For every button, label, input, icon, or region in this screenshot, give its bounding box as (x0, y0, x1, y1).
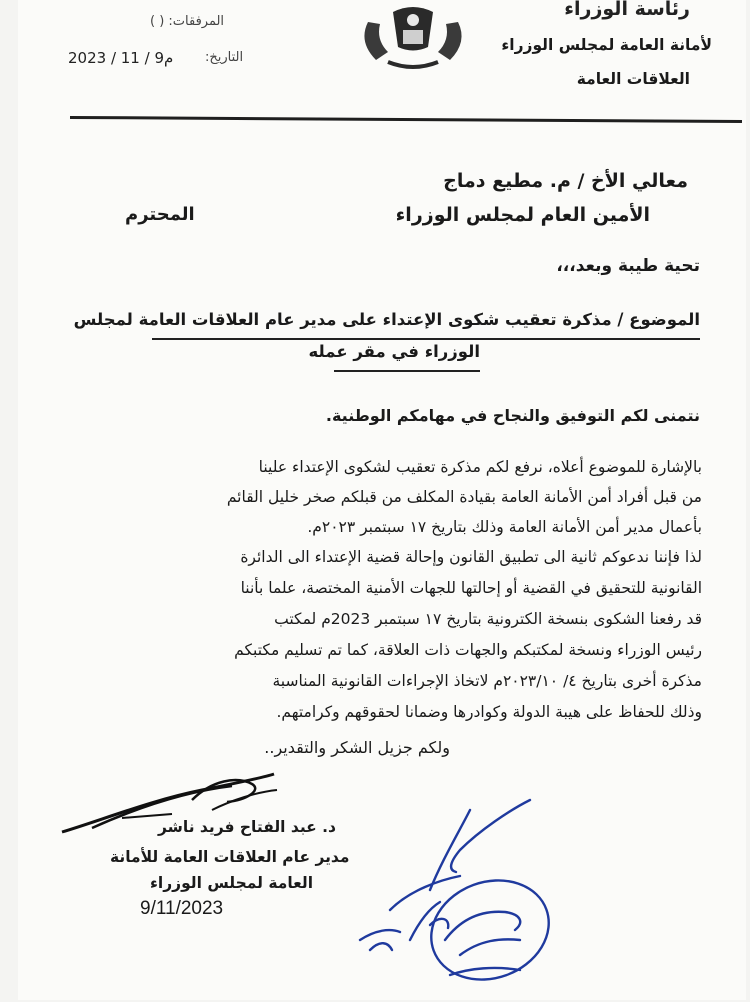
signatory-role-2: العامة لمجلس الوزراء (150, 874, 314, 892)
date-label: التاريخ: (205, 50, 244, 65)
subject-underline-2 (334, 370, 480, 372)
signatory-date: 9/11/2023 (140, 898, 224, 919)
subject-line-2: الوزراء في مقر عمله (308, 342, 480, 361)
paragraph-2-line: قد رفعنا الشكوى بنسخة الكترونية بتاريخ ١٧ سبتمبر 2023م لمكتب (274, 610, 702, 628)
header-secretariat: لأمانة العامة لمجلس الوزراء (501, 36, 712, 54)
greeting: تحية طيبة وبعد،،، (556, 256, 700, 276)
subject-line-1: الموضوع / مذكرة تعقيب شكوى الإعتداء على مدير عام العلاقات العامة لمجلس (73, 310, 700, 329)
paragraph-1-line: بأعمال مدير أمن الأمانة العامة وذلك بتاريخ ١٧ سبتمبر ٢٠٢٣م. (307, 518, 702, 536)
paragraph-2 (62, 542, 702, 728)
paragraph-2-line: مذكرة أخرى بتاريخ ٤/ ٢٠٢٣/١٠م لاتخاذ الإجراءات القانونية المناسبة (272, 672, 702, 690)
paragraph-1 (62, 452, 702, 542)
paragraph-2-line: لذا فإننا ندعوكم ثانية الى تطبيق القانون وإحالة قضية الإعتداء الى الدائرة (240, 548, 702, 566)
subject-underline-1 (152, 338, 700, 340)
header-department: العلاقات العامة (576, 70, 690, 88)
paragraph-2-line: وذلك للحفاظ على هيبة الدولة وكوادرها وضمانا لحقوقهم وكرامتهم. (276, 703, 702, 721)
paragraph-1-line: من قبل أفراد أمن الأمانة العامة بقيادة المكلف من قبلكم صخر خليل القائم (226, 488, 702, 506)
intro-line: نتمنى لكم التوفيق والنجاح في مهامكم الوطنية. (325, 406, 700, 425)
signatory-role-1: مدير عام العلاقات العامة للأمانة (110, 848, 350, 866)
closing-line: ولكم جزيل الشكر والتقدير.. (264, 738, 450, 757)
emblem-icon (358, 2, 468, 72)
signatory-name: د. عبد الفتاح فريد ناشر (158, 818, 336, 836)
paragraph-2-line: رئيس الوزراء ونسخة لمكتبكم والجهات ذات العلاقة، كما تم تسليم مكتبكم (234, 641, 702, 659)
paragraph-2-line: القانونية للتحقيق في القضية أو إحالتها للجهات الأمنية المختصة، علما بأننا (240, 579, 702, 597)
handwritten-receipt-icon (330, 790, 570, 990)
paragraph-1-line: بالإشارة للموضوع أعلاه، نرفع لكم مذكرة تعقيب لشكوى الإعتداء علينا (258, 458, 702, 476)
addressee-salutation: معالي الأخ / م. مطيع دماج (443, 170, 688, 192)
header-org: رئاسة الوزراء (564, 0, 690, 20)
attachments-label: المرفقات: ( ) (150, 14, 225, 29)
addressee-honorific: المحترم (125, 204, 195, 225)
addressee-title: الأمين العام لمجلس الوزراء (395, 204, 650, 226)
date-value: 2023 / 11 / 9م (68, 49, 174, 67)
